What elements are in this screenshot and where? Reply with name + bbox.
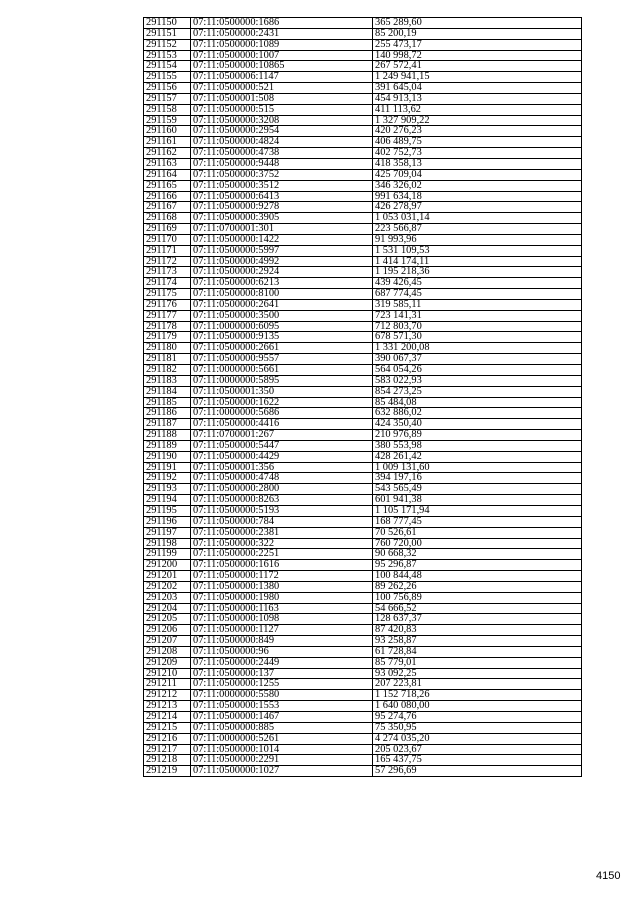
- cadastral-value-cell: 87 420,83: [373, 625, 582, 636]
- table-row: [144, 744, 582, 755]
- cadastral-number-cell: 07:11:0500000:1553: [191, 701, 373, 712]
- cadastral-number-cell: 07:11:0700001:267: [191, 430, 373, 441]
- cadastral-number-cell: 07:11:0500000:885: [191, 722, 373, 733]
- row-number-cell: 291199: [144, 549, 191, 560]
- table-row: [144, 213, 582, 224]
- row-number-cell: 291175: [144, 289, 191, 300]
- cadastral-number-cell: 07:11:0500000:9448: [191, 158, 373, 169]
- cadastral-number-cell: 07:11:0500000:1098: [191, 614, 373, 625]
- cadastral-number-cell: 07:11:0500000:1622: [191, 397, 373, 408]
- cadastral-number-cell: 07:11:0500000:10865: [191, 61, 373, 72]
- row-number-cell: 291160: [144, 126, 191, 137]
- cadastral-value-cell: 1 331 200,08: [373, 343, 582, 354]
- cadastral-value-cell: 991 634,18: [373, 191, 582, 202]
- cadastral-value-cell: 54 666,52: [373, 603, 582, 614]
- cadastral-number-cell: 07:11:0500000:2661: [191, 343, 373, 354]
- cadastral-value-cell: 75 350,95: [373, 722, 582, 733]
- cadastral-value-cell: 1 327 909,22: [373, 115, 582, 126]
- table-row: [144, 299, 582, 310]
- table-row: [144, 61, 582, 72]
- table-row: [144, 657, 582, 668]
- cadastral-number-cell: 07:11:0500000:1422: [191, 234, 373, 245]
- table-row: [144, 180, 582, 191]
- table-row: [144, 365, 582, 376]
- row-number-cell: 291192: [144, 473, 191, 484]
- cadastral-value-cell: 85 779,01: [373, 657, 582, 668]
- cadastral-value-cell: 128 637,37: [373, 614, 582, 625]
- cadastral-number-cell: 07:11:0000000:5661: [191, 365, 373, 376]
- row-number-cell: 291176: [144, 299, 191, 310]
- row-number-cell: 291178: [144, 321, 191, 332]
- table-row: [144, 202, 582, 213]
- cadastral-number-cell: 07:11:0500000:9278: [191, 202, 373, 213]
- cadastral-value-cell: 394 197,16: [373, 473, 582, 484]
- cadastral-number-cell: 07:11:0000000:5580: [191, 690, 373, 701]
- cadastral-number-cell: 07:11:0500000:1089: [191, 39, 373, 50]
- row-number-cell: 291196: [144, 516, 191, 527]
- row-number-cell: 291218: [144, 755, 191, 766]
- table-row: [144, 126, 582, 137]
- table-row: [144, 614, 582, 625]
- cadastral-value-cell: 61 728,84: [373, 646, 582, 657]
- cadastral-number-cell: 07:11:0500000:2800: [191, 484, 373, 495]
- row-number-cell: 291197: [144, 527, 191, 538]
- cadastral-value-cell: 95 274,76: [373, 712, 582, 723]
- cadastral-value-cell: 93 092,25: [373, 668, 582, 679]
- row-number-cell: 291213: [144, 701, 191, 712]
- cadastral-value-cell: 1 152 718,26: [373, 690, 582, 701]
- cadastral-value-cell: 89 262,26: [373, 581, 582, 592]
- cadastral-value-cell: 424 350,40: [373, 419, 582, 430]
- table-body: [144, 18, 582, 777]
- cadastral-value-cell: 205 023,67: [373, 744, 582, 755]
- row-number-cell: 291181: [144, 354, 191, 365]
- table-row: [144, 646, 582, 657]
- table-row: [144, 722, 582, 733]
- row-number-cell: 291190: [144, 451, 191, 462]
- cadastral-value-cell: 207 223,81: [373, 679, 582, 690]
- cadastral-number-cell: 07:11:0500000:322: [191, 538, 373, 549]
- table-row: [144, 430, 582, 441]
- table-row: [144, 72, 582, 83]
- cadastral-value-cell: 365 289,60: [373, 18, 582, 29]
- cadastral-value-cell: 601 941,38: [373, 495, 582, 506]
- cadastral-value-cell: 428 261,42: [373, 451, 582, 462]
- cadastral-value-cell: 583 022,93: [373, 375, 582, 386]
- row-number-cell: 291189: [144, 440, 191, 451]
- cadastral-value-cell: 678 571,30: [373, 332, 582, 343]
- cadastral-value-cell: 391 645,04: [373, 83, 582, 94]
- row-number-cell: 291194: [144, 495, 191, 506]
- table-row: [144, 386, 582, 397]
- cadastral-value-cell: 687 774,45: [373, 289, 582, 300]
- cadastral-value-cell: 1 009 131,60: [373, 462, 582, 473]
- row-number-cell: 291198: [144, 538, 191, 549]
- table-row: [144, 115, 582, 126]
- row-number-cell: 291171: [144, 245, 191, 256]
- cadastral-value-cell: 165 437,75: [373, 755, 582, 766]
- cadastral-number-cell: 07:11:0500000:4824: [191, 137, 373, 148]
- table-row: [144, 397, 582, 408]
- row-number-cell: 291170: [144, 234, 191, 245]
- table-row: [144, 39, 582, 50]
- row-number-cell: 291155: [144, 72, 191, 83]
- cadastral-value-cell: 140 998,72: [373, 50, 582, 61]
- table-row: [144, 733, 582, 744]
- cadastral-value-cell: 439 426,45: [373, 278, 582, 289]
- table-row: [144, 527, 582, 538]
- cadastral-value-cell: 1 640 080,00: [373, 701, 582, 712]
- cadastral-number-cell: 07:11:0500000:2381: [191, 527, 373, 538]
- row-number-cell: 291216: [144, 733, 191, 744]
- cadastral-number-cell: 07:11:0500000:3500: [191, 310, 373, 321]
- row-number-cell: 291206: [144, 625, 191, 636]
- cadastral-value-table: [143, 17, 582, 777]
- row-number-cell: 291157: [144, 93, 191, 104]
- cadastral-number-cell: 07:11:0500000:9135: [191, 332, 373, 343]
- row-number-cell: 291202: [144, 581, 191, 592]
- cadastral-number-cell: 07:11:0000000:5895: [191, 375, 373, 386]
- table-row: [144, 169, 582, 180]
- table-row: [144, 310, 582, 321]
- cadastral-number-cell: 07:11:0500000:5447: [191, 440, 373, 451]
- row-number-cell: 291209: [144, 657, 191, 668]
- table-row: [144, 83, 582, 94]
- cadastral-number-cell: 07:11:0500000:4416: [191, 419, 373, 430]
- table-row: [144, 321, 582, 332]
- row-number-cell: 291172: [144, 256, 191, 267]
- cadastral-value-cell: 420 276,23: [373, 126, 582, 137]
- table-row: [144, 581, 582, 592]
- row-number-cell: 291195: [144, 505, 191, 516]
- cadastral-value-cell: 1 105 171,94: [373, 505, 582, 516]
- cadastral-value-cell: 100 844,48: [373, 571, 582, 582]
- row-number-cell: 291151: [144, 28, 191, 39]
- row-number-cell: 291169: [144, 224, 191, 235]
- row-number-cell: 291180: [144, 343, 191, 354]
- cadastral-number-cell: 07:11:0500001:356: [191, 462, 373, 473]
- cadastral-number-cell: 07:11:0500000:3208: [191, 115, 373, 126]
- cadastral-value-cell: 543 565,49: [373, 484, 582, 495]
- table-row: [144, 495, 582, 506]
- row-number-cell: 291207: [144, 636, 191, 647]
- table-row: [144, 158, 582, 169]
- cadastral-number-cell: 07:11:0500000:9557: [191, 354, 373, 365]
- table-row: [144, 462, 582, 473]
- table-row: [144, 625, 582, 636]
- cadastral-number-cell: 07:11:0500000:784: [191, 516, 373, 527]
- cadastral-value-cell: 95 296,87: [373, 560, 582, 571]
- cadastral-number-cell: 07:11:0500000:849: [191, 636, 373, 647]
- row-number-cell: 291152: [144, 39, 191, 50]
- cadastral-number-cell: 07:11:0500000:1127: [191, 625, 373, 636]
- row-number-cell: 291161: [144, 137, 191, 148]
- cadastral-value-cell: 85 484,08: [373, 397, 582, 408]
- row-number-cell: 291211: [144, 679, 191, 690]
- table-row: [144, 224, 582, 235]
- cadastral-number-cell: 07:11:0000000:6095: [191, 321, 373, 332]
- table-row: [144, 50, 582, 61]
- row-number-cell: 291204: [144, 603, 191, 614]
- cadastral-number-cell: 07:11:0500000:4429: [191, 451, 373, 462]
- row-number-cell: 291191: [144, 462, 191, 473]
- table-row: [144, 451, 582, 462]
- row-number-cell: 291201: [144, 571, 191, 582]
- table-row: [144, 636, 582, 647]
- table-row: [144, 256, 582, 267]
- cadastral-value-cell: 760 720,00: [373, 538, 582, 549]
- cadastral-number-cell: 07:11:0500000:1686: [191, 18, 373, 29]
- table-row: [144, 603, 582, 614]
- table-row: [144, 712, 582, 723]
- row-number-cell: 291179: [144, 332, 191, 343]
- cadastral-value-cell: 854 273,25: [373, 386, 582, 397]
- table-row: [144, 289, 582, 300]
- table-row: [144, 191, 582, 202]
- cadastral-number-cell: 07:11:0500000:2449: [191, 657, 373, 668]
- table-row: [144, 701, 582, 712]
- row-number-cell: 291205: [144, 614, 191, 625]
- cadastral-value-cell: 402 752,73: [373, 148, 582, 159]
- cadastral-value-cell: 411 113,62: [373, 104, 582, 115]
- table-row: [144, 234, 582, 245]
- cadastral-number-cell: 07:11:0500000:1172: [191, 571, 373, 582]
- cadastral-value-cell: 426 278,97: [373, 202, 582, 213]
- cadastral-value-cell: 390 067,37: [373, 354, 582, 365]
- row-number-cell: 291212: [144, 690, 191, 701]
- row-number-cell: 291177: [144, 310, 191, 321]
- table-row: [144, 18, 582, 29]
- cadastral-number-cell: 07:11:0500000:2431: [191, 28, 373, 39]
- table-row: [144, 440, 582, 451]
- cadastral-number-cell: 07:11:0500000:1014: [191, 744, 373, 755]
- cadastral-value-cell: 1 053 031,14: [373, 213, 582, 224]
- cadastral-value-cell: 1 531 109,53: [373, 245, 582, 256]
- table-row: [144, 766, 582, 777]
- cadastral-value-cell: 168 777,45: [373, 516, 582, 527]
- table-row: [144, 571, 582, 582]
- cadastral-number-cell: 07:11:0500000:1255: [191, 679, 373, 690]
- table-row: [144, 137, 582, 148]
- cadastral-number-cell: 07:11:0500000:2291: [191, 755, 373, 766]
- cadastral-number-cell: 07:11:0700001:301: [191, 224, 373, 235]
- cadastral-value-cell: 564 054,26: [373, 365, 582, 376]
- table-row: [144, 343, 582, 354]
- cadastral-value-cell: 1 249 941,15: [373, 72, 582, 83]
- cadastral-value-cell: 1 195 218,36: [373, 267, 582, 278]
- table-row: [144, 560, 582, 571]
- row-number-cell: 291200: [144, 560, 191, 571]
- table-row: [144, 755, 582, 766]
- page-number: 4150: [596, 870, 621, 882]
- table-row: [144, 668, 582, 679]
- table-row: [144, 28, 582, 39]
- cadastral-value-cell: 91 993,96: [373, 234, 582, 245]
- row-number-cell: 291159: [144, 115, 191, 126]
- cadastral-number-cell: 07:11:0500000:1616: [191, 560, 373, 571]
- row-number-cell: 291203: [144, 592, 191, 603]
- cadastral-number-cell: 07:11:0500000:4738: [191, 148, 373, 159]
- cadastral-value-cell: 632 886,02: [373, 408, 582, 419]
- cadastral-value-cell: 1 414 174,11: [373, 256, 582, 267]
- cadastral-number-cell: 07:11:0500000:1980: [191, 592, 373, 603]
- row-number-cell: 291186: [144, 408, 191, 419]
- table-row: [144, 375, 582, 386]
- cadastral-number-cell: 07:11:0500000:96: [191, 646, 373, 657]
- cadastral-value-cell: 425 709,04: [373, 169, 582, 180]
- table-row: [144, 592, 582, 603]
- row-number-cell: 291187: [144, 419, 191, 430]
- cadastral-number-cell: 07:11:0500000:1380: [191, 581, 373, 592]
- cadastral-value-cell: 223 566,87: [373, 224, 582, 235]
- cadastral-number-cell: 07:11:0500001:350: [191, 386, 373, 397]
- row-number-cell: 291184: [144, 386, 191, 397]
- row-number-cell: 291188: [144, 430, 191, 441]
- cadastral-number-cell: 07:11:0500000:8263: [191, 495, 373, 506]
- cadastral-value-cell: 57 296,69: [373, 766, 582, 777]
- row-number-cell: 291163: [144, 158, 191, 169]
- cadastral-value-cell: 319 585,11: [373, 299, 582, 310]
- cadastral-value-cell: 723 141,31: [373, 310, 582, 321]
- row-number-cell: 291156: [144, 83, 191, 94]
- cadastral-number-cell: 07:11:0500000:2924: [191, 267, 373, 278]
- cadastral-number-cell: 07:11:0500001:508: [191, 93, 373, 104]
- cadastral-value-cell: 4 274 035,20: [373, 733, 582, 744]
- cadastral-number-cell: 07:11:0500000:1467: [191, 712, 373, 723]
- table-row: [144, 473, 582, 484]
- cadastral-number-cell: 07:11:0500000:137: [191, 668, 373, 679]
- table-row: [144, 332, 582, 343]
- table-row: [144, 148, 582, 159]
- cadastral-number-cell: 07:11:0500000:1027: [191, 766, 373, 777]
- table-row: [144, 690, 582, 701]
- row-number-cell: 291182: [144, 365, 191, 376]
- cadastral-number-cell: 07:11:0500000:1163: [191, 603, 373, 614]
- table-row: [144, 93, 582, 104]
- cadastral-number-cell: 07:11:0500000:521: [191, 83, 373, 94]
- table-row: [144, 549, 582, 560]
- row-number-cell: 291166: [144, 191, 191, 202]
- row-number-cell: 291183: [144, 375, 191, 386]
- cadastral-number-cell: 07:11:0500000:2251: [191, 549, 373, 560]
- row-number-cell: 291173: [144, 267, 191, 278]
- cadastral-number-cell: 07:11:0500000:5997: [191, 245, 373, 256]
- cadastral-number-cell: 07:11:0500000:3512: [191, 180, 373, 191]
- cadastral-value-cell: 380 553,98: [373, 440, 582, 451]
- table-row: [144, 104, 582, 115]
- row-number-cell: 291154: [144, 61, 191, 72]
- cadastral-number-cell: 07:11:0000000:5686: [191, 408, 373, 419]
- row-number-cell: 291162: [144, 148, 191, 159]
- row-number-cell: 291185: [144, 397, 191, 408]
- row-number-cell: 291153: [144, 50, 191, 61]
- cadastral-value-cell: 70 526,61: [373, 527, 582, 538]
- cadastral-number-cell: 07:11:0500000:515: [191, 104, 373, 115]
- cadastral-number-cell: 07:11:0500000:2641: [191, 299, 373, 310]
- row-number-cell: 291208: [144, 646, 191, 657]
- row-number-cell: 291193: [144, 484, 191, 495]
- cadastral-value-cell: 100 756,89: [373, 592, 582, 603]
- cadastral-value-cell: 418 358,13: [373, 158, 582, 169]
- row-number-cell: 291168: [144, 213, 191, 224]
- cadastral-value-cell: 346 326,02: [373, 180, 582, 191]
- cadastral-number-cell: 07:11:0500000:4748: [191, 473, 373, 484]
- cadastral-number-cell: 07:11:0000000:5261: [191, 733, 373, 744]
- table-row: [144, 538, 582, 549]
- cadastral-value-cell: 210 976,89: [373, 430, 582, 441]
- table-row: [144, 419, 582, 430]
- row-number-cell: 291164: [144, 169, 191, 180]
- row-number-cell: 291215: [144, 722, 191, 733]
- cadastral-number-cell: 07:11:0500000:8100: [191, 289, 373, 300]
- table-row: [144, 505, 582, 516]
- table-row: [144, 484, 582, 495]
- table-row: [144, 267, 582, 278]
- cadastral-value-cell: 85 200,19: [373, 28, 582, 39]
- cadastral-number-cell: 07:11:0500000:1007: [191, 50, 373, 61]
- cadastral-value-cell: 267 572,41: [373, 61, 582, 72]
- cadastral-number-cell: 07:11:0500000:6213: [191, 278, 373, 289]
- cadastral-value-cell: 406 489,75: [373, 137, 582, 148]
- row-number-cell: 291158: [144, 104, 191, 115]
- table-row: [144, 516, 582, 527]
- row-number-cell: 291217: [144, 744, 191, 755]
- cadastral-value-cell: 454 913,13: [373, 93, 582, 104]
- table-row: [144, 679, 582, 690]
- cadastral-value-cell: 712 803,70: [373, 321, 582, 332]
- cadastral-value-cell: 93 258,87: [373, 636, 582, 647]
- cadastral-number-cell: 07:11:0500000:4992: [191, 256, 373, 267]
- cadastral-number-cell: 07:11:0500000:5193: [191, 505, 373, 516]
- row-number-cell: 291167: [144, 202, 191, 213]
- row-number-cell: 291165: [144, 180, 191, 191]
- row-number-cell: 291150: [144, 18, 191, 29]
- cadastral-number-cell: 07:11:0500000:3905: [191, 213, 373, 224]
- table-row: [144, 354, 582, 365]
- row-number-cell: 291174: [144, 278, 191, 289]
- cadastral-number-cell: 07:11:0500000:3752: [191, 169, 373, 180]
- table-row: [144, 278, 582, 289]
- row-number-cell: 291210: [144, 668, 191, 679]
- cadastral-number-cell: 07:11:0500006:1147: [191, 72, 373, 83]
- table-row: [144, 408, 582, 419]
- table-row: [144, 245, 582, 256]
- cadastral-number-cell: 07:11:0500000:6413: [191, 191, 373, 202]
- row-number-cell: 291214: [144, 712, 191, 723]
- cadastral-value-cell: 255 473,17: [373, 39, 582, 50]
- cadastral-number-cell: 07:11:0500000:2954: [191, 126, 373, 137]
- cadastral-value-cell: 90 668,32: [373, 549, 582, 560]
- row-number-cell: 291219: [144, 766, 191, 777]
